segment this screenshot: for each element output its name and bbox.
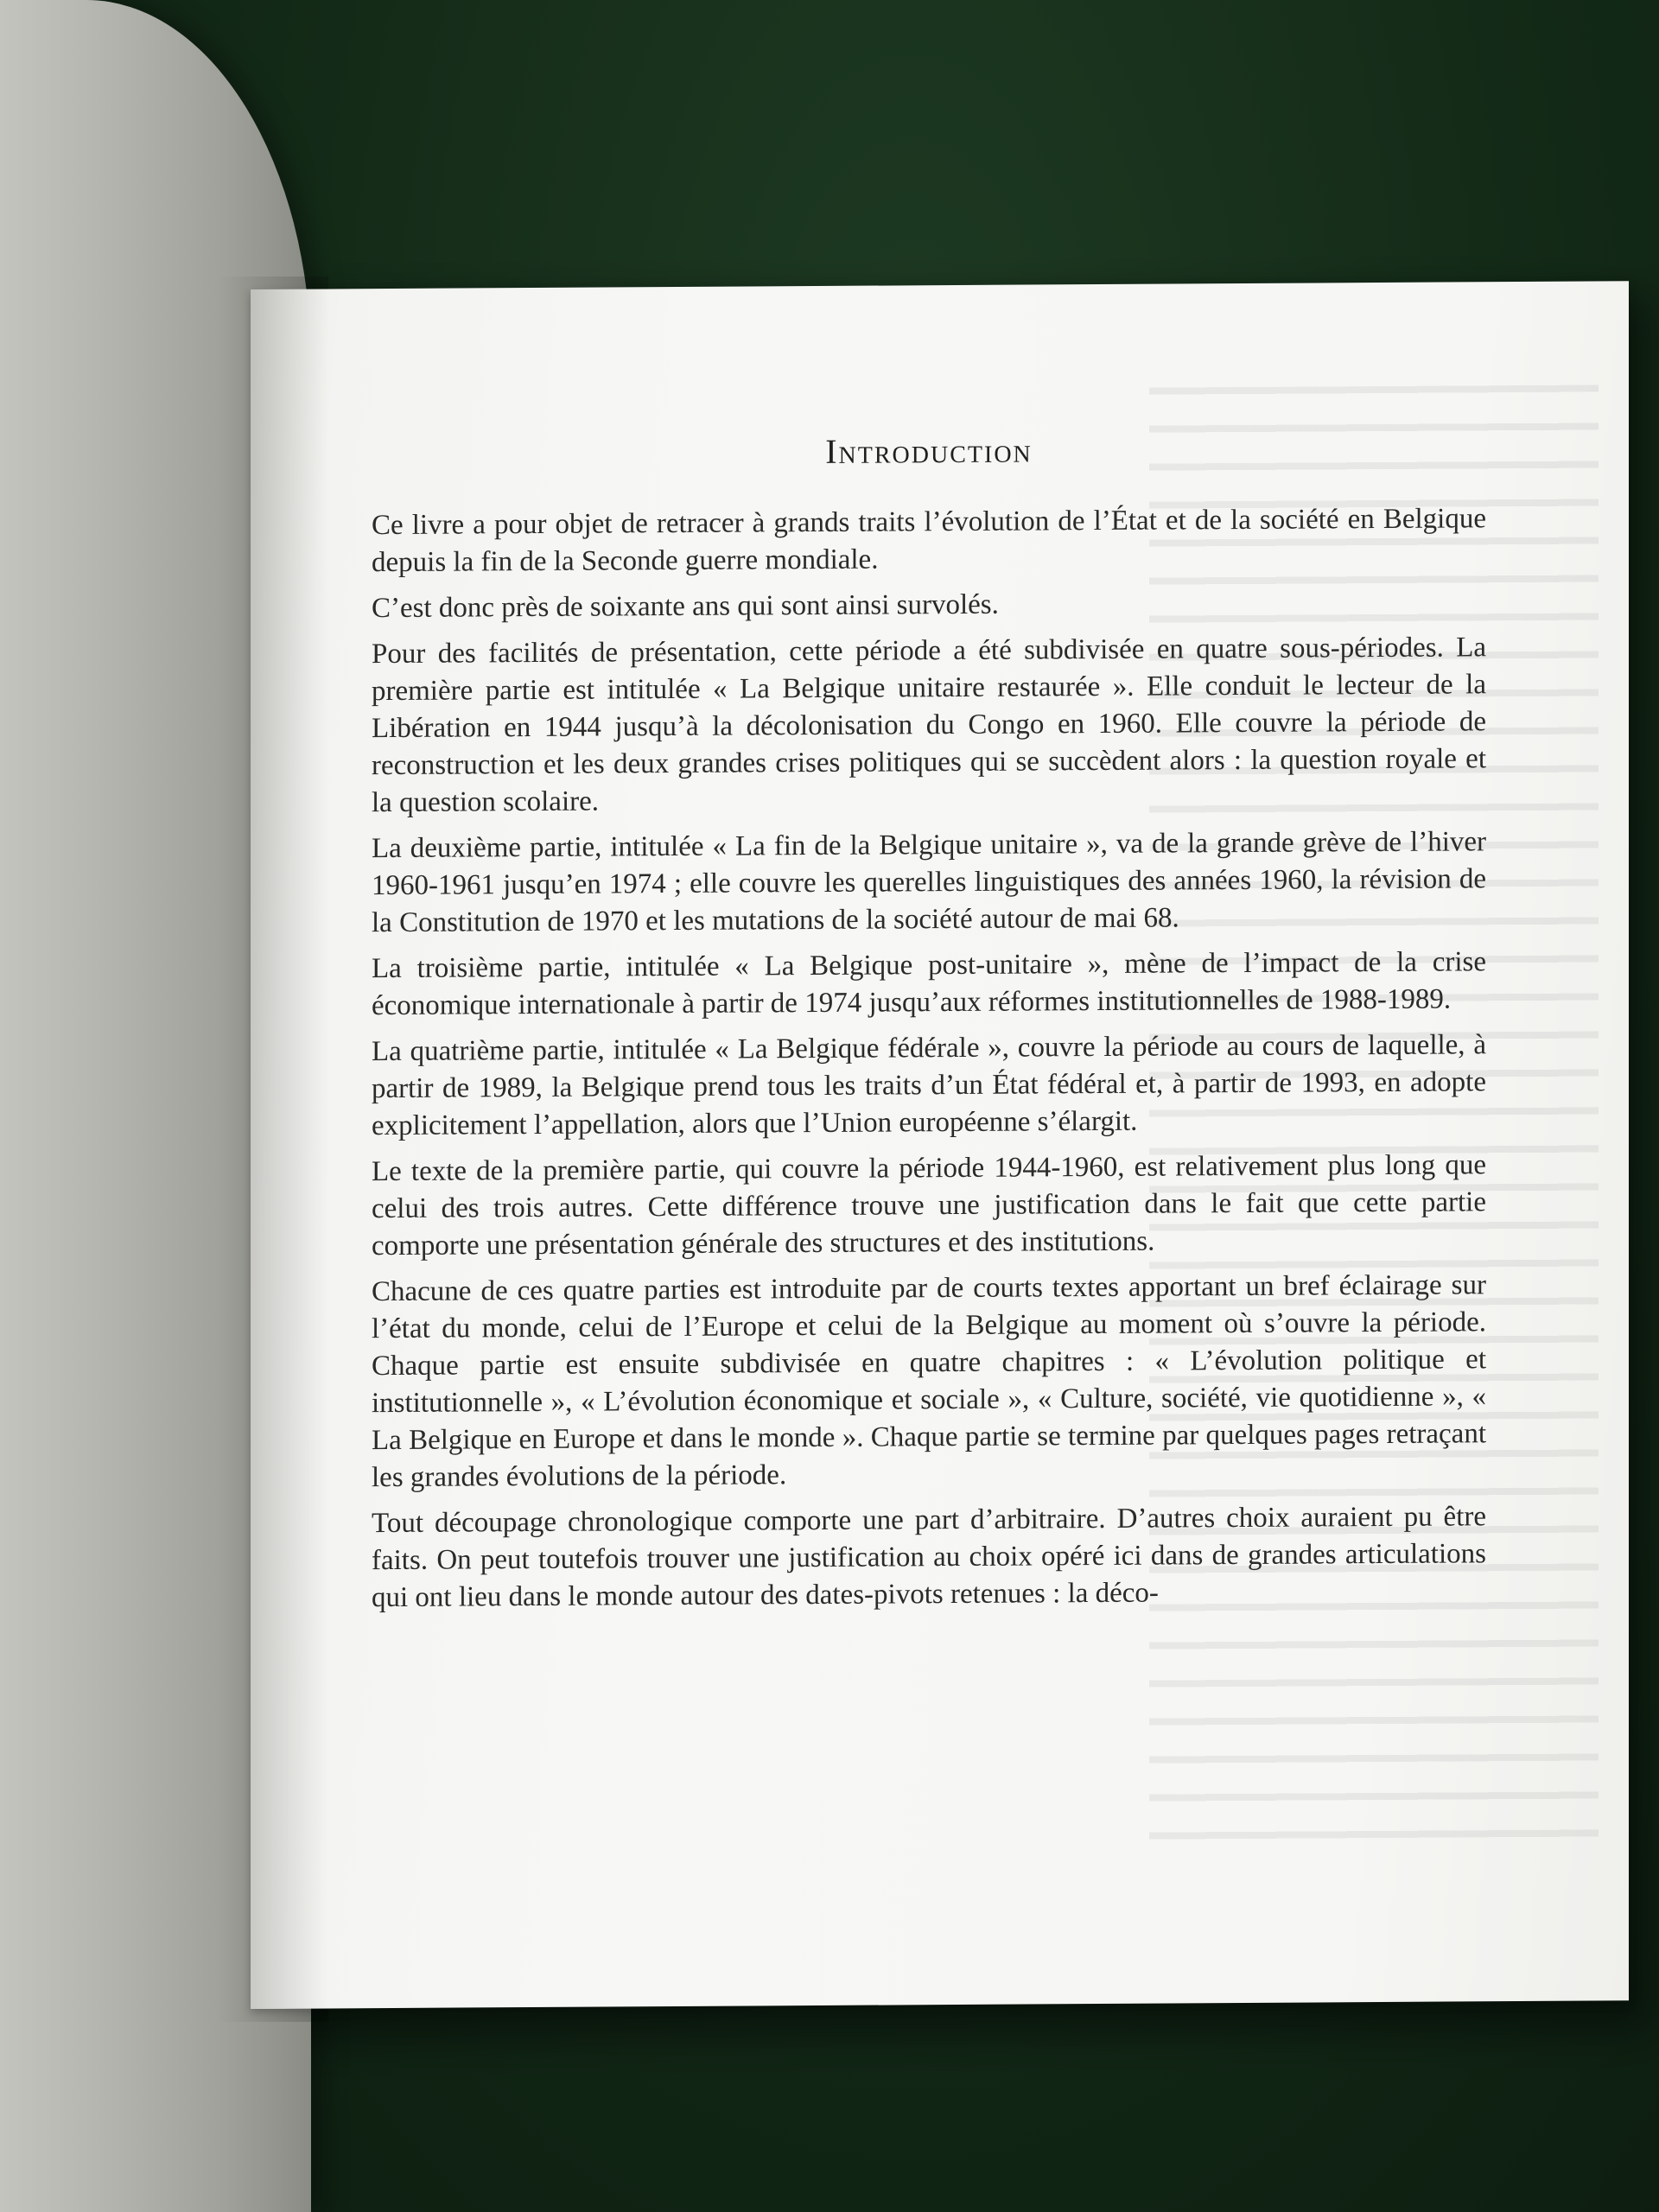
paragraph-5: La troisième partie, intitulée « La Belgique post-unitaire », mène de l’impact de la crise économique internationale à partir de 1974 jusqu’aux réformes institutionnelles de 1988-1989. <box>372 946 1486 1022</box>
paragraph-1: Ce livre a pour objet de retracer à grands traits l’évolution de l’État et de la société en Belgique depuis la fin de la Seconde guerre mondiale. <box>372 503 1486 579</box>
paragraph-7: Le texte de la première partie, qui couvre la période 1944-1960, est relativement plus long que celui des trois autres. Cette différence trouve une justification dans le fait que cette partie comporte une présentation générale des structures et des institutions. <box>372 1149 1486 1262</box>
paragraph-4: La deuxième partie, intitulée « La fin de la Belgique unitaire », va de la grande grève de l’hiver 1960-1961 jusqu’en 1974 ; elle couvre les querelles linguistiques des années 1960, la révision de la Constitution de 1970 et les mutations de la société autour de mai 68. <box>372 826 1486 939</box>
paragraph-3: Pour des facilités de présentation, cette période a été subdivisée en quatre sous-périodes. La première partie est intitulée « La Belgique unitaire restaurée ». Elle conduit le lecteur de la Libération en 1944 jusqu’à la décolonisation du Congo en 1960. Elle couvre la période de reconstruction et les deux grandes crises politiques qui se succèdent alors : la question royale et la question scolaire. <box>372 632 1486 819</box>
paragraph-6: La quatrième partie, intitulée « La Belgique fédérale », couvre la période au cours de laquelle, à partir de 1989, la Belgique prend tous les traits d’un État fédéral et, à partir de 1993, en adopte explicitement l’appellation, alors que l’Union européenne s’élargit. <box>372 1029 1486 1142</box>
paragraph-9: Tout découpage chronologique comporte une part d’arbitraire. D’autres choix auraient pu être faits. On peut toutefois trouver une justification au choix opéré ici dans de grandes articulations qui ont lieu dans le monde autour des dates-pivots retenues : la déco- <box>372 1501 1486 1614</box>
page-gutter-shadow <box>251 289 328 2009</box>
book-page <box>251 281 1629 2009</box>
page-text-block <box>372 429 1486 1625</box>
paragraph-8: Chacune de ces quatre parties est introduite par de courts textes apportant un bref éclairage sur l’état du monde, celui de l’Europe et celui de la Belgique au moment où s’ouvre la période. Chaque partie est ensuite subdivisée en quatre chapitres : « L’évolution politique et institutionnelle », « L’évolution économique et sociale », « Culture, société, vie quotidienne », « La Belgique en Europe et dans le monde ». Chaque partie se termine par quelques pages retraçant les grandes évolutions de la période. <box>372 1269 1486 1494</box>
paragraph-2: C’est donc près de soixante ans qui sont ainsi survolés. <box>372 588 999 625</box>
page-title: Introduction <box>825 430 1033 471</box>
